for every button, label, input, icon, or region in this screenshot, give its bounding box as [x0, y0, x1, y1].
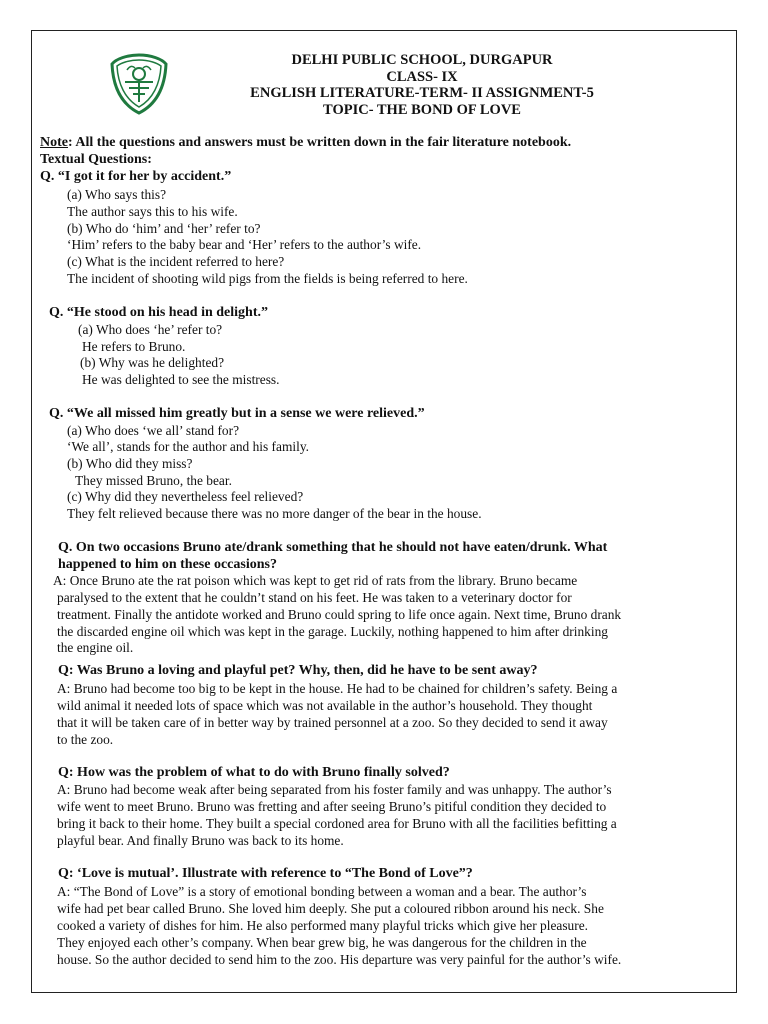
question-5: Q: Was Bruno a loving and playful pet? Why, then, did he have to be sent away?	[58, 663, 538, 678]
q1-line: (a) Who says this?	[67, 187, 167, 202]
note-label: Note	[40, 135, 68, 150]
q4-answer-line: paralysed to the extent that he couldn’t stand on his feet. He was taken to a veterinary doctor for	[57, 590, 572, 605]
question-1	[40, 169, 231, 185]
q5-answer-line: A: Bruno had become too big to be kept in the house. He had to be chained for children’s safety. Being a	[57, 681, 618, 696]
q6-answer-line: wife went to meet Bruno. Bruno was fretting and after seeing Bruno’s pitiful condition they decided to	[57, 799, 607, 814]
q4-answer-line: A: Once Bruno ate the rat poison which was kept to get rid of rats from the library. Bruno became	[53, 573, 578, 588]
q4-answer-line: the discarded engine oil which was kept in the garage. Luckily, nothing happened to him after drinking	[57, 624, 608, 639]
q3-line: ‘We all’, stands for the author and his family.	[67, 439, 309, 454]
question-2: Q. “He stood on his head in delight.”	[49, 305, 268, 320]
q2-line: He was delighted to see the mistress.	[82, 372, 280, 387]
q2-line: He refers to Bruno.	[82, 339, 186, 354]
note-text: : All the questions and answers must be written down in the fair literature notebook.	[68, 135, 572, 150]
q6-answer-line: bring it back to their home. They built a special cordoned area for Bruno with all the facilities befitting a	[57, 816, 617, 831]
q7-answer-line: They enjoyed each other’s company. When bear grew big, he was dangerous for the children in the	[57, 935, 587, 950]
q1-line: (c) What is the incident referred to here?	[67, 254, 285, 269]
document-header	[220, 52, 624, 118]
class-label: CLASS- IX	[386, 68, 458, 85]
question-6: Q: How was the problem of what to do with Bruno finally solved?	[58, 765, 450, 780]
q1-line: (b) Who do ‘him’ and ‘her’ refer to?	[67, 221, 261, 236]
q5-answer-line: that it will be taken care of in better way by trained personnel at a zoo. So they decided to send it away	[57, 715, 608, 730]
school-logo	[107, 52, 171, 116]
q1-line: The author says this to his wife.	[67, 204, 238, 219]
q3-line: They felt relieved because there was no more danger of the bear in the house.	[67, 506, 482, 521]
q6-answer-line: playful bear. And finally Bruno was back to its home.	[57, 833, 344, 848]
q4-answer-line: treatment. Finally the antidote worked and Bruno could spring to life once again. Next time, Bruno drank	[57, 607, 622, 622]
q3-line: (b) Who did they miss?	[67, 456, 193, 471]
q3-line: They missed Bruno, the bear.	[75, 473, 232, 488]
q3-line: (c) Why did they nevertheless feel relieved?	[67, 489, 304, 504]
textual-questions-heading: Textual Questions:	[40, 152, 152, 167]
q7-answer-line: A: “The Bond of Love” is a story of emotional bonding between a woman and a bear. The author’s	[57, 884, 587, 899]
q7-answer-line: cooked a variety of dishes for him. He also performed many playful tricks which give her pleasure.	[57, 918, 588, 933]
q6-answer-line: A: Bruno had become weak after being separated from his foster family and was unhappy. The author’s	[57, 782, 612, 797]
q7-answer-line: wife had pet bear called Bruno. She loved him deeply. She put a coloured ribbon around his neck. She	[57, 901, 604, 916]
question-1-text: . “I got it for her by accident.”	[50, 169, 232, 184]
q7-answer-line: house. So the author decided to send him to the zoo. His departure was very painful for the author’s wife.	[57, 952, 622, 967]
topic-title: TOPIC- THE BOND OF LOVE	[323, 101, 521, 118]
q1-line: The incident of shooting wild pigs from the fields is being referred to here.	[67, 271, 468, 286]
question-1-prefix: Q	[40, 169, 51, 184]
q1-line: ‘Him’ refers to the baby bear and ‘Her’ refers to the author’s wife.	[67, 237, 422, 252]
question-3: Q. “We all missed him greatly but in a sense we were relieved.”	[49, 406, 425, 421]
note-line	[40, 135, 571, 151]
question-7: Q: ‘Love is mutual’. Illustrate with reference to “The Bond of Love”?	[58, 866, 473, 881]
school-name: DELHI PUBLIC SCHOOL, DURGAPUR	[291, 52, 553, 68]
q3-line: (a) Who does ‘we all’ stand for?	[67, 423, 240, 438]
q2-line: (a) Who does ‘he’ refer to?	[78, 322, 223, 337]
q4-answer-line: the engine oil.	[57, 640, 134, 655]
subject-title: ENGLISH LITERATURE-TERM- II ASSIGNMENT-5	[250, 85, 594, 101]
question-4: Q. On two occasions Bruno ate/drank something that he should not have eaten/drunk. What	[58, 540, 608, 555]
question-4-cont: happened to him on these occasions?	[58, 557, 277, 572]
q5-answer-line: wild animal it needed lots of space which was not available in the author’s household. They thought	[57, 698, 593, 713]
q2-line: (b) Why was he delighted?	[80, 355, 225, 370]
q5-answer-line: to the zoo.	[57, 732, 114, 747]
